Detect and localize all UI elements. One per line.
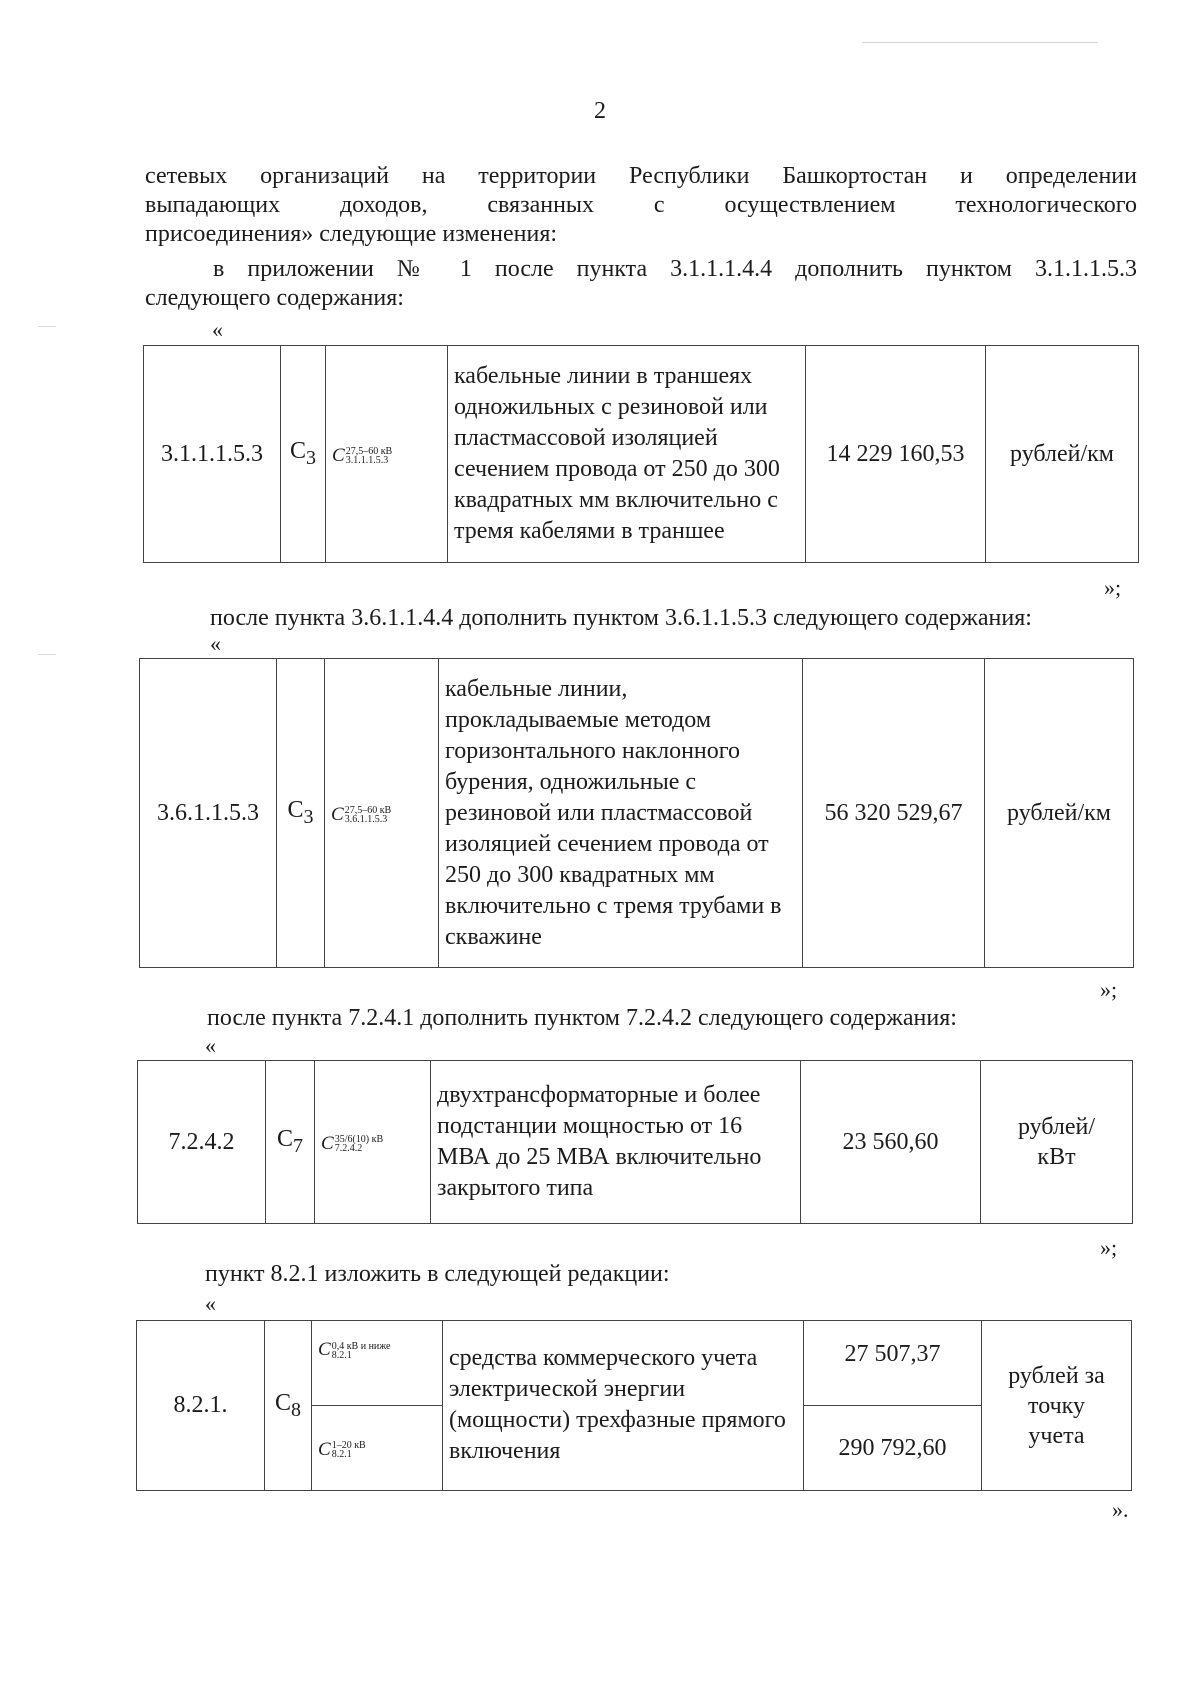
tariff-formula xyxy=(321,1133,383,1154)
formula-subscript: 7.2.4.2 xyxy=(334,1143,363,1155)
item-number-cell: 8.2.1. xyxy=(137,1321,265,1491)
formula-superscript: 27,5–60 кВ xyxy=(344,805,392,817)
item1-line: следующего содержания: xyxy=(145,285,404,311)
formula-cell xyxy=(312,1321,443,1406)
item2-line: после пункта 3.6.1.1.4.4 дополнить пунктом 3.6.1.1.5.3 следующего содержания: xyxy=(210,605,1032,631)
rate-value-cell: 290 792,60 xyxy=(804,1406,982,1491)
formula-base: C xyxy=(332,444,345,466)
open-quote: « xyxy=(205,1033,216,1058)
formula-base: C xyxy=(318,1339,331,1360)
code-symbol: C xyxy=(276,1126,293,1153)
unit-cell: рублей/ кВт xyxy=(981,1061,1133,1224)
open-quote: « xyxy=(205,1291,216,1316)
formula-base: C xyxy=(331,803,344,825)
close-quote-final: ». xyxy=(1112,1497,1129,1522)
item4-line: пункт 8.2.1 изложить в следующей редакции: xyxy=(205,1261,670,1287)
rate-value-cell: 23 560,60 xyxy=(801,1061,981,1224)
formula-cell xyxy=(326,346,448,563)
formula-cell xyxy=(315,1061,431,1224)
formula-cell xyxy=(312,1406,443,1491)
item-number-cell: 3.1.1.1.5.3 xyxy=(144,346,281,563)
table-item-8-2-1 xyxy=(136,1320,1132,1491)
formula-base: C xyxy=(318,1438,331,1460)
code-symbol: C xyxy=(274,1389,291,1416)
code-cell xyxy=(281,346,326,563)
formula-superscript: 0,4 кВ и ниже xyxy=(331,1340,391,1352)
table-item-3-6-1-1-5-3 xyxy=(139,658,1134,968)
scan-mark-margin xyxy=(38,654,56,655)
tariff-formula xyxy=(318,1439,366,1460)
tariff-formula xyxy=(332,445,392,466)
table-item-7-2-4-2 xyxy=(137,1060,1133,1224)
unit-cell: рублей за точку учета xyxy=(982,1321,1132,1491)
code-subscript: 8 xyxy=(291,1398,301,1421)
rate-value-cell: 27 507,37 xyxy=(804,1321,982,1406)
page-number: 2 xyxy=(594,98,606,124)
scan-mark-top-right xyxy=(862,42,1098,43)
formula-superscript: 1–20 кВ xyxy=(331,1440,366,1452)
tariff-formula xyxy=(318,1339,391,1360)
code-symbol: C xyxy=(287,797,304,824)
formula-subscript: 8.2.1 xyxy=(331,1349,352,1361)
formula-superscript: 35/6(10) кВ xyxy=(334,1134,384,1146)
rate-value-cell: 14 229 160,53 xyxy=(806,346,986,563)
tariff-formula xyxy=(331,804,391,825)
open-quote: « xyxy=(212,317,223,342)
unit-cell: рублей/км xyxy=(985,659,1134,968)
item3-line: после пункта 7.2.4.1 дополнить пунктом 7.2.4.2 следующего содержания: xyxy=(207,1005,957,1031)
formula-subscript: 8.2.1 xyxy=(331,1449,352,1461)
formula-superscript: 27,5–60 кВ xyxy=(345,446,393,458)
formula-subscript: 3.1.1.1.5.3 xyxy=(345,455,389,467)
unit-cell: рублей/км xyxy=(986,346,1139,563)
code-cell xyxy=(265,1321,312,1491)
description-cell: кабельные линии в траншеях одножильных с резиновой или пластмассовой изоляцией сечением провода от 250 до 300 квадратных мм включительно с тремя кабелями в траншее xyxy=(448,346,806,563)
open-quote: « xyxy=(210,631,221,656)
formula-cell xyxy=(325,659,439,968)
description-cell: средства коммерческого учета электрической энергии (мощности) трехфазные прямого включения xyxy=(443,1321,804,1491)
scan-mark-margin xyxy=(38,326,56,327)
intro-line: сетевых организаций на территории Республики Башкортостан и определении xyxy=(145,163,1137,189)
formula-subscript: 3.6.1.1.5.3 xyxy=(344,814,388,826)
code-cell xyxy=(266,1061,315,1224)
rate-value-cell: 56 320 529,67 xyxy=(803,659,985,968)
code-subscript: 7 xyxy=(293,1134,303,1157)
intro-line: присоединения» следующие изменения: xyxy=(145,221,558,247)
table-item-3-1-1-1-5-3 xyxy=(143,345,1139,563)
description-cell: двухтрансформаторные и более подстанции мощностью от 16 МВА до 25 МВА включительно закрытого типа xyxy=(431,1061,801,1224)
item1-line: в приложении № 1 после пункта 3.1.1.1.4.4 дополнить пунктом 3.1.1.1.5.3 xyxy=(213,256,1137,282)
item-number-cell: 3.6.1.1.5.3 xyxy=(140,659,277,968)
item-number-cell: 7.2.4.2 xyxy=(138,1061,266,1224)
code-cell xyxy=(277,659,325,968)
description-cell: кабельные линии, прокладываемые методом горизонтального наклонного бурения, одножильные с резиновой или пластмассовой изоляцией сечением провода от 250 до 300 квадратных мм включительно с тремя трубами в скважине xyxy=(439,659,803,968)
intro-line: выпадающих доходов, связанных с осуществлением технологического xyxy=(145,192,1137,218)
close-quote-semicolon: »; xyxy=(1104,575,1122,600)
code-subscript: 3 xyxy=(306,446,316,469)
code-subscript: 3 xyxy=(303,805,314,828)
close-quote-semicolon: »; xyxy=(1100,977,1118,1002)
code-symbol: C xyxy=(289,438,306,465)
formula-base: C xyxy=(321,1132,334,1154)
close-quote-semicolon: »; xyxy=(1100,1235,1118,1260)
